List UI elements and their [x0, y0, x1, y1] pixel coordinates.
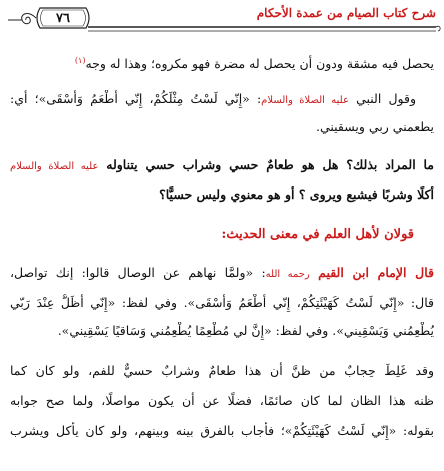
- page-header: [0, 0, 444, 44]
- paragraph-line: بقوله: «إِنّي لَسْتُ كَهَيْئَتِكُمْ»؛ فأجاب بالفرق بينه وبينهم، ولو كان يأكل ويشرب: [10, 423, 434, 438]
- paragraph-line: يطعمني ربي ويسقيني.: [316, 119, 434, 134]
- running-head-title: شرح كتاب الصيام من عمدة الأحكام: [256, 6, 436, 20]
- honorific: رحمه الله: [265, 269, 310, 280]
- page-number: ٧٦: [56, 10, 70, 26]
- hadith-quote: : «إِنّي لَسْتُ مِثْلَكُمْ، إِنّي أُطْعَمُ وَأُسْقَى»؛ أي:: [10, 91, 262, 106]
- question-line: أكلًا وشربًا فيشبع ويروى ؟ أو هو معنوي وليس حسيًّا؟: [159, 187, 434, 202]
- honorific: عليه الصلاة والسلام: [10, 161, 99, 172]
- paragraph-line: ظنه هذا الظان لما كان صائمًا، فضلًا عن أن يكون مواصلًا، ولما صح جوابه: [10, 393, 434, 408]
- section-heading: قولان لأهل العلم في معنى الحديث:: [221, 227, 414, 242]
- paragraph-line: قال: «إِنّي لَسْتُ كَهَيْئَتِكُمْ، إِنّي أُطْعَمُ وَأُسْقَى». وفي لفظ: «إِنّي أَظَلُّ عِنْدَ رَبّي: [10, 295, 434, 310]
- footnote-marker: (١): [74, 56, 86, 65]
- text-run: : «ولمَّا نهاهم عن الوصال قالوا: إنك تواصل،: [10, 265, 266, 280]
- paragraph-line: وقد غَلِطَ حِجابٌ من ظنَّ أن هذا طعامٌ وشرابٌ حسيٌّ للفم، ولو كان كما: [10, 363, 434, 378]
- text-run: وقول النبي: [356, 91, 416, 106]
- paragraph-line: [10, 264, 434, 284]
- text-run: ما المراد بذلك؟ هل هو طعامٌ حسي وشراب حسي يتناوله: [106, 157, 434, 172]
- paragraph-line: يُطْعِمُني وَيَسْقِيني». وفي لفظ: «إِنَّ لي مُطْعِمًا يُطْعِمُني وَسَاقيًا يَسْقِيني».: [57, 323, 434, 338]
- text-run: يحصل فيه مشقة ودون أن يحصل له مضرة فهو مكروه؛ وهذا له وجه: [85, 56, 434, 72]
- paragraph-line: [10, 52, 434, 73]
- question-line: [10, 156, 434, 176]
- paragraph-line: [10, 90, 416, 110]
- scholar-name: قال الإمام ابن القيم: [318, 265, 434, 280]
- honorific: عليه الصلاة والسلام: [261, 95, 349, 106]
